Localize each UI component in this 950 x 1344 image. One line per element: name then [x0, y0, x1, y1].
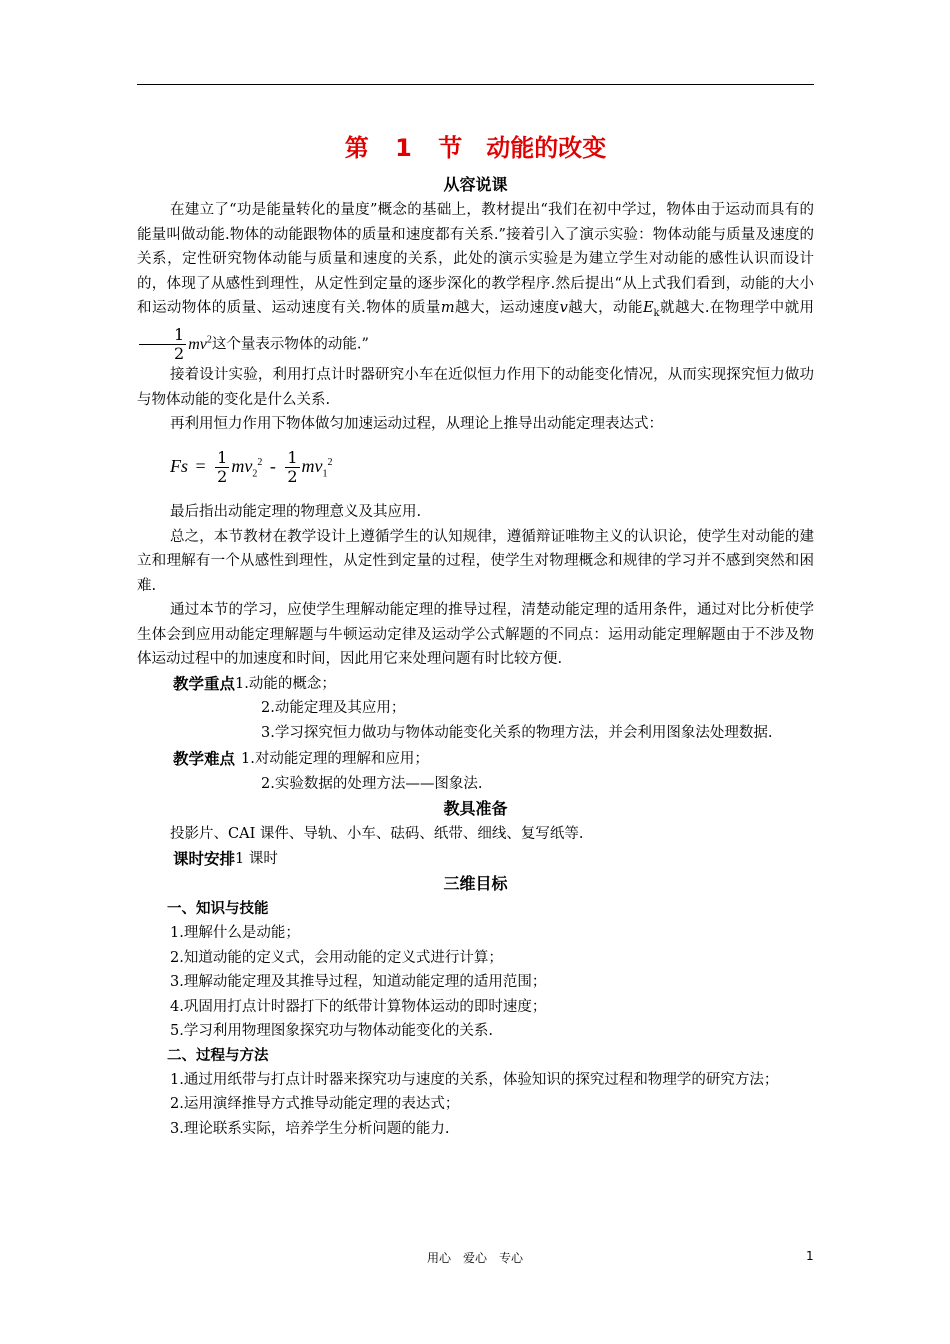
page-content [137, 128, 814, 1141]
work-energy-formula [137, 437, 814, 501]
para1-text-a: 在建立了“功是能量转化的量度”概念的基础上，教材提出“我们在初中学过，物体由于运动而具有的能量叫做动能.物体的动能跟物体的质量和速度都有关系.”接着引入了演示实验：物体动能与质量及速度的关系，定性研究物体动能与质量和速度的关系，此处的演示实验是为建立学生对动能的感性认识而设计的，体现了从感性到理性，从定性到定量的逐步深化的教学程序.然后提出“从上式我们看到，动能的大小和运动物体的质量、运动速度有关.物体的质量 [137, 202, 814, 316]
goals-heading: 三维目标 [443, 874, 508, 894]
key-point-item-3: 3.学习探究恒力做功与物体动能变化关系的物理方法，并会利用图象法处理数据. [261, 724, 773, 741]
key-points-label: 教学重点 [173, 674, 236, 693]
symbol-m: m [440, 300, 455, 316]
para1-text-e: 这个量表示物体的动能.” [211, 336, 369, 353]
schedule-value: 1 课时 [235, 850, 278, 867]
process-item-3: 3.理论联系实际，培养学生分析问题的能力. [170, 1120, 450, 1137]
formula-mv2: mv [231, 455, 253, 476]
knowledge-heading: 一、知识与技能 [167, 901, 269, 918]
paragraph-1 [137, 198, 814, 363]
fraction-numerator: 1 [139, 326, 186, 345]
knowledge-item-5: 5.学习利用物理图象探究功与物体动能变化的关系. [170, 1023, 493, 1040]
formula-lhs: Fs [170, 455, 188, 476]
fraction-numerator: 1 [217, 448, 228, 468]
paragraph-2: 接着设计实验，利用打点计时器研究小车在近似恒力作用下的动能变化情况，从而实现探究恒力做功与物体动能的变化是什么关系. [137, 367, 814, 408]
difficulty-item-1: 1.对动能定理的理解和应用； [241, 751, 429, 768]
tools-text: 投影片、CAI 课件、导轨、小车、砝码、纸带、细线、复写纸等. [170, 826, 584, 843]
expr-square: 2 [206, 334, 212, 346]
symbol-ek-sub: k [653, 307, 660, 319]
para1-text-d: 就越大.在物理学中就用 [659, 300, 815, 316]
section-heading-congrong: 从容说课 [443, 175, 508, 194]
process-item-2: 2.运用演绎推导方式推导动能定理的表达式； [170, 1096, 460, 1113]
fraction-numerator: 1 [287, 448, 298, 468]
difficulties-label: 教学难点 [173, 750, 236, 769]
header-rule [137, 84, 814, 85]
formula-equals: = [195, 455, 206, 476]
fraction-denominator: 2 [174, 344, 185, 364]
symbol-v: v [559, 300, 568, 316]
knowledge-item-1: 1.理解什么是动能； [170, 925, 300, 942]
para1-text-c: 越大，动能 [567, 300, 643, 316]
formula-mv1: mv [301, 455, 323, 476]
paragraph-5: 总之，本节教材在教学设计上遵循学生的认知规律，遵循辩证唯物主义的认识论，使学生对动能的建立和理解有一个从感性到理性，从定性到定量的过程，使学生对物理概念和规律的学习并不感到突然和困难. [137, 528, 814, 594]
knowledge-item-2: 2.知道动能的定义式，会用动能的定义式进行计算； [170, 949, 503, 966]
expr-mv: mv [188, 335, 207, 353]
kinetic-expression [188, 336, 212, 353]
formula-fraction-1 [215, 449, 229, 486]
schedule-label: 课时安排 [173, 849, 236, 868]
page-number: 1 [806, 1249, 814, 1263]
paragraph-6: 通过本节的学习，应使学生理解动能定理的推导过程，清楚动能定理的适用条件，通过对比分析使学生体会到应用动能定理解题与牛顿运动定律及运动学公式解题的不同点：运用动能定理解题由于不涉及物体运动过程中的加速度和时间，因此用它来处理问题有时比较方便. [137, 602, 814, 668]
difficulties-row [137, 747, 814, 772]
paragraph-4: 最后指出动能定理的物理意义及其应用. [170, 504, 422, 521]
formula-fraction-2 [285, 449, 299, 486]
formula-sup-2a: 2 [257, 456, 263, 468]
key-point-item-1: 1.动能的概念； [235, 675, 336, 692]
paragraph-3: 再利用恒力作用下物体做匀加速运动过程，从理论上推导出动能定理表达式： [170, 416, 663, 433]
key-point-item-2: 2.动能定理及其应用； [261, 700, 406, 717]
formula-sub-1: 1 [322, 468, 328, 480]
formula-minus: - [269, 455, 276, 476]
key-point-item-3-wrapper [137, 721, 814, 746]
knowledge-item-4: 4.巩固用打点计时器打下的纸带计算物体运动的即时速度； [170, 998, 547, 1015]
symbol-ek: E [642, 300, 654, 316]
para1-text-b: 越大，运动速度 [454, 300, 560, 316]
inline-fraction [139, 326, 186, 363]
difficulty-item-2: 2.实验数据的处理方法——图象法. [261, 775, 483, 792]
fraction-denominator: 2 [287, 467, 298, 487]
page-footer: 用心 爱心 专心 [426, 1251, 523, 1265]
fraction-denominator: 2 [217, 467, 228, 487]
page-title: 第 1 节 动能的改变 [344, 134, 607, 162]
process-heading: 二、过程与方法 [167, 1047, 269, 1064]
process-item-1: 1.通过用纸带与打点计时器来探究功与速度的关系，体验知识的探究过程和物理学的研究方法； [170, 1071, 779, 1088]
formula-sup-2b: 2 [327, 456, 333, 468]
formula-sub-2: 2 [252, 468, 258, 480]
knowledge-item-3: 3.理解动能定理及其推导过程，知道动能定理的适用范围； [170, 974, 547, 991]
tools-heading: 教具准备 [443, 799, 508, 819]
schedule-row [137, 847, 814, 872]
key-points-row [137, 672, 814, 697]
